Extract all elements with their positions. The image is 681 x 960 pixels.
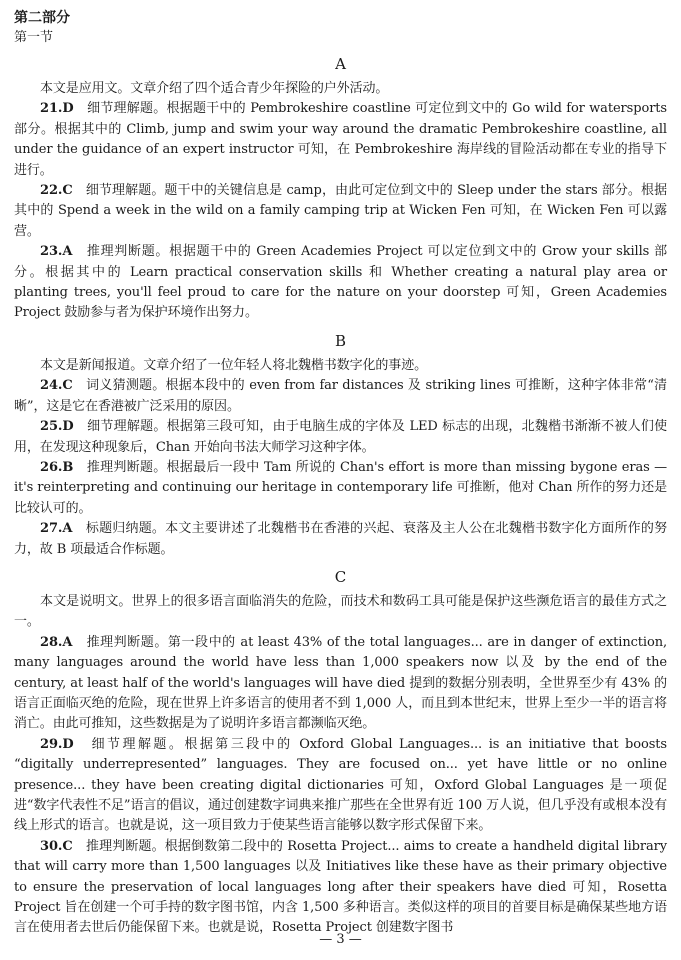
passage-b	[14, 332, 667, 560]
item-number: 29.	[40, 736, 63, 752]
item-explanation: 标题归纳题。本文主要讲述了北魏楷书在香港的兴起、衰落及主人公在北魏楷书数字化方面所作的努力，故 B 项最适合作标题。	[14, 521, 667, 557]
answer-item	[14, 181, 667, 242]
item-answer: D	[62, 736, 74, 752]
passage-letter: C	[334, 567, 347, 586]
passage-c	[14, 568, 667, 939]
answer-item	[14, 633, 667, 735]
part-heading: 第二部分	[14, 10, 70, 26]
passage-intro: 本文是应用文。文章介绍了四个适合青少年探险的户外活动。	[40, 81, 389, 96]
answer-item	[14, 519, 667, 560]
passage-intro: 本文是新闻报道。文章介绍了一位年轻人将北魏楷书数字化的事迹。	[40, 357, 428, 373]
section-heading: 第一节	[14, 30, 54, 45]
answer-item	[14, 376, 667, 417]
item-explanation: 细节理解题。根据第三段中的 Oxford Global Languages... is an initiative that boosts “digitally underrepresented” languages. They are focused on... yet have little or no online presence... they have been creating digital dictionaries 可知，Oxford Global Languages 是一项促进“数字代表性不足”语言的倡议，通过创建数字词典来推广那些在全世界有近 100 万人说，但几乎没有或根本没有线上形式的语言。也就是说，这一项目致力于使某些语言能够以数字形式保留下来。	[14, 736, 668, 834]
answer-item	[14, 735, 667, 837]
answer-item	[14, 837, 667, 939]
passage-letter: B	[334, 331, 347, 350]
item-number: 22.	[40, 183, 63, 199]
item-explanation: 推理判断题。第一段中的 at least 43% of the total languages... are in danger of extinction, many languages around the world have less than 1,000 speakers now 以及 by the end of the century, at least half of the world's languages will have died 提到的数据分别表明，全世界至少有 43% 的语言正面临灭绝的危险，现在世界上许多语言的使用者不到 1,000 人，而且到本世纪末，世界上至少一半的语言将消亡。由此可推知，这些数据是为了说明许多语言都濒临灭绝。	[14, 634, 668, 732]
answer-item	[14, 242, 667, 324]
item-answer: C	[62, 838, 73, 854]
item-explanation: 推理判断题。根据题干中的 Green Academies Project 可以定位到文中的 Grow your skills 部分。根据其中的 Learn practical conservation skills 和 Whether creating a natural play area or planting trees, you'll feel proud to care for the nature on your doorstep 可知，Green Academies Project 鼓励参与者为保护环境作出努力。	[14, 244, 667, 321]
item-number: 26.	[40, 459, 63, 475]
item-answer: D	[62, 419, 74, 435]
item-explanation: 细节理解题。题干中的关键信息是 camp，由此可定位到文中的 Sleep under the stars 部分。根据其中的 Spend a week in the wild on a family camping trip at Wicken Fen 可知，在 Wicken Fen 可以露营。	[14, 183, 668, 239]
item-explanation: 推理判断题。根据倒数第二段中的 Rosetta Project... aims to create a handheld digital library that will carry more than 1,500 languages 以及 Initiatives like these have as their primary objective to ensure the preservation of local languages long after their speakers have died 可知，Rosetta Project 旨在创建一个可手持的数字图书馆，内含 1,500 多种语言。类似这样的项目的首要目标是确保某些地方语言在使用者去世后仍能保留下来。也就是说，Rosetta Project 创建数字图书	[14, 838, 667, 936]
item-explanation: 细节理解题。根据题干中的 Pembrokeshire coastline 可定位到文中的 Go wild for watersports 部分。根据其中的 Climb, jump and swim your way around the dramatic Pembrokeshire coastline, all under the guidance of an expert instructor 可知，在 Pembrokeshire 海岸线的冒险活动都在专业的指导下进行。	[14, 101, 667, 178]
page-number: — 3 —	[319, 932, 362, 947]
item-number: 21.	[40, 101, 63, 117]
item-explanation: 词义猜测题。根据本段中的 even from far distances 及 striking lines 可推断，这种字体非常“清晰”，这是它在香港被广泛采用的原因。	[14, 378, 667, 414]
answer-item	[14, 458, 667, 519]
item-answer: A	[62, 634, 73, 650]
item-number: 24.	[40, 378, 63, 394]
item-number: 25.	[40, 419, 63, 435]
item-answer: A	[62, 244, 73, 260]
item-number: 30.	[40, 838, 63, 854]
item-explanation: 推理判断题。根据最后一段中 Tam 所说的 Chan's effort is more than missing bygone eras — it's reinterpreting and continuing our heritage in contemporary life 可推断，他对 Chan 所作的努力还是比较认可的。	[14, 459, 667, 516]
item-explanation: 细节理解题。根据第三段可知，由于电脑生成的字体及 LED 标志的出现，北魏楷书渐渐不被人们使用，在发现这种现象后，Chan 开始向书法大师学习这种字体。	[14, 419, 667, 455]
passage-letter: A	[335, 55, 346, 73]
item-number: 27.	[40, 521, 63, 537]
item-answer: B	[62, 459, 74, 475]
item-number: 23.	[40, 244, 63, 260]
item-answer: C	[62, 183, 73, 199]
passage-intro: 本文是说明文。世界上的很多语言面临消失的危险，而技术和数码工具可能是保护这些濒危语言的最佳方式之一。	[14, 593, 667, 630]
item-number: 28.	[40, 634, 63, 650]
answer-item	[14, 99, 667, 181]
passage-a	[14, 55, 667, 324]
item-answer: C	[62, 378, 73, 394]
answer-item	[14, 417, 667, 458]
item-answer: A	[62, 521, 73, 537]
item-answer: D	[62, 101, 74, 117]
